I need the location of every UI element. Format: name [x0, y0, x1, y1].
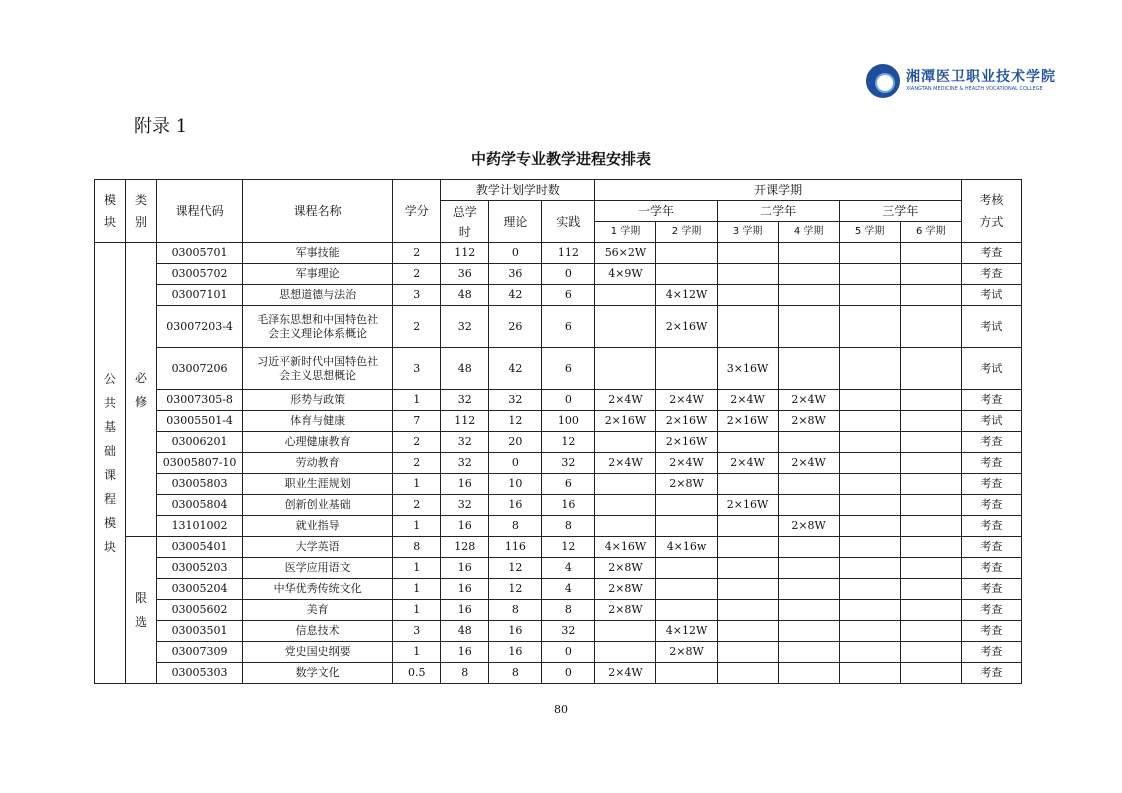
cell-credit: 0.5: [393, 663, 441, 684]
cell-s4: [778, 306, 839, 348]
cell-s6: [900, 663, 961, 684]
appendix-label: 附录 1: [134, 116, 188, 137]
table-row: [95, 432, 1022, 453]
cell-s4: 2×8W: [778, 516, 839, 537]
cell-theory: 16: [489, 642, 542, 663]
cell-s1: [595, 432, 656, 453]
cell-s6: [900, 474, 961, 495]
cell-exam: 考试: [961, 411, 1021, 432]
cell-total: 112: [441, 243, 489, 264]
cell-s4: 2×4W: [778, 453, 839, 474]
cell-practice: 6: [542, 474, 595, 495]
cell-theory: 10: [489, 474, 542, 495]
cell-s2: 2×4W: [656, 453, 717, 474]
cell-s3: 2×4W: [717, 390, 778, 411]
cell-exam: 考查: [961, 579, 1021, 600]
table-row: [95, 411, 1022, 432]
cell-total: 48: [441, 348, 489, 390]
cell-s1: 2×4W: [595, 390, 656, 411]
cell-s3: 2×16W: [717, 411, 778, 432]
cell-theory: 116: [489, 537, 542, 558]
cell-name: 思想道德与法治: [243, 285, 393, 306]
cell-s2: 4×16w: [656, 537, 717, 558]
cell-exam: 考查: [961, 243, 1021, 264]
table-row: [95, 285, 1022, 306]
cell-exam: 考查: [961, 642, 1021, 663]
cell-s1: 2×8W: [595, 558, 656, 579]
cell-s6: [900, 600, 961, 621]
cell-name: 心理健康教育: [243, 432, 393, 453]
cell-credit: 1: [393, 516, 441, 537]
cell-credit: 2: [393, 243, 441, 264]
cell-s6: [900, 411, 961, 432]
cell-s5: [839, 474, 900, 495]
cell-name: 毛泽东思想和中国特色社 会主义理论体系概论: [243, 306, 393, 348]
cell-theory: 0: [489, 453, 542, 474]
header-sem5: 5 学期: [839, 222, 900, 243]
college-emblem-icon: [866, 64, 900, 98]
cell-code: 03005501-4: [157, 411, 243, 432]
cell-theory: 20: [489, 432, 542, 453]
cell-s4: [778, 663, 839, 684]
cell-name: 就业指导: [243, 516, 393, 537]
cell-s5: [839, 621, 900, 642]
cell-practice: 0: [542, 264, 595, 285]
cell-s5: [839, 432, 900, 453]
cell-name: 军事技能: [243, 243, 393, 264]
cell-exam: 考查: [961, 558, 1021, 579]
cell-total: 48: [441, 621, 489, 642]
cell-credit: 2: [393, 453, 441, 474]
cell-theory: 8: [489, 600, 542, 621]
cell-s1: [595, 348, 656, 390]
cell-exam: 考查: [961, 516, 1021, 537]
header-year2: 二学年: [717, 201, 839, 222]
cell-s5: [839, 411, 900, 432]
cell-practice: 0: [542, 663, 595, 684]
cell-theory: 42: [489, 285, 542, 306]
cell-credit: 1: [393, 579, 441, 600]
cell-total: 16: [441, 516, 489, 537]
cell-theory: 12: [489, 411, 542, 432]
cell-credit: 1: [393, 642, 441, 663]
cell-s3: 2×4W: [717, 453, 778, 474]
cell-total: 16: [441, 600, 489, 621]
cell-name: 信息技术: [243, 621, 393, 642]
cell-s5: [839, 243, 900, 264]
cell-s6: [900, 264, 961, 285]
cell-code: 03005203: [157, 558, 243, 579]
cell-practice: 100: [542, 411, 595, 432]
header-name: 课程名称: [243, 180, 393, 243]
cell-s6: [900, 453, 961, 474]
cell-s1: [595, 495, 656, 516]
cell-credit: 3: [393, 285, 441, 306]
cell-theory: 32: [489, 390, 542, 411]
cell-s3: [717, 243, 778, 264]
cell-exam: 考试: [961, 306, 1021, 348]
cell-s2: 2×4W: [656, 390, 717, 411]
cell-s6: [900, 306, 961, 348]
cell-s4: [778, 348, 839, 390]
table-row: [95, 495, 1022, 516]
cell-s6: [900, 642, 961, 663]
cell-s4: [778, 474, 839, 495]
cell-exam: 考查: [961, 600, 1021, 621]
cell-practice: 6: [542, 306, 595, 348]
cell-s4: [778, 537, 839, 558]
header-schedule-group: 开课学期: [595, 180, 961, 201]
header-hours-group: 教学计划学时数: [441, 180, 595, 201]
cell-s2: 2×16W: [656, 432, 717, 453]
cell-s6: [900, 348, 961, 390]
cell-theory: 8: [489, 516, 542, 537]
cell-credit: 3: [393, 348, 441, 390]
cell-total: 32: [441, 453, 489, 474]
table-row: [95, 621, 1022, 642]
cell-s5: [839, 537, 900, 558]
cell-s1: 2×16W: [595, 411, 656, 432]
cell-s5: [839, 264, 900, 285]
cell-theory: 16: [489, 495, 542, 516]
cell-credit: 2: [393, 495, 441, 516]
cell-code: 03005204: [157, 579, 243, 600]
cell-code: 03005602: [157, 600, 243, 621]
cell-s4: [778, 285, 839, 306]
cell-s1: [595, 474, 656, 495]
cell-practice: 12: [542, 432, 595, 453]
header-total: 总学 时: [441, 201, 489, 243]
module-label: 公 共 基 础 课 程 模 块: [95, 243, 126, 684]
cell-s1: [595, 516, 656, 537]
cell-practice: 8: [542, 516, 595, 537]
cell-total: 16: [441, 642, 489, 663]
cell-code: 03007101: [157, 285, 243, 306]
cell-s5: [839, 306, 900, 348]
cell-s2: 4×12W: [656, 285, 717, 306]
header-sem4: 4 学期: [778, 222, 839, 243]
cell-s3: [717, 642, 778, 663]
cell-name: 医学应用语文: [243, 558, 393, 579]
cell-s1: 4×9W: [595, 264, 656, 285]
table-row: [95, 264, 1022, 285]
cell-total: 36: [441, 264, 489, 285]
cell-code: 03007203-4: [157, 306, 243, 348]
cell-theory: 12: [489, 579, 542, 600]
category-required: 必 修: [126, 243, 157, 537]
cell-s2: 2×16W: [656, 411, 717, 432]
cell-s3: 3×16W: [717, 348, 778, 390]
table-row: [95, 348, 1022, 390]
header-code: 课程代码: [157, 180, 243, 243]
cell-name: 体育与健康: [243, 411, 393, 432]
cell-exam: 考查: [961, 390, 1021, 411]
cell-exam: 考查: [961, 453, 1021, 474]
cell-s2: 2×8W: [656, 474, 717, 495]
cell-s1: 4×16W: [595, 537, 656, 558]
header-credit: 学分: [393, 180, 441, 243]
college-name-cn: 湘潭医卫职业技术学院: [906, 69, 1056, 85]
cell-code: 03005702: [157, 264, 243, 285]
cell-code: 03007206: [157, 348, 243, 390]
cell-exam: 考查: [961, 474, 1021, 495]
cell-name: 数学文化: [243, 663, 393, 684]
college-name-en: XIANGTAN MEDICINE & HEALTH VOCATIONAL COLLEGE: [906, 86, 1043, 92]
cell-theory: 36: [489, 264, 542, 285]
cell-s4: [778, 642, 839, 663]
cell-s3: [717, 306, 778, 348]
cell-s5: [839, 516, 900, 537]
cell-credit: 1: [393, 600, 441, 621]
cell-s5: [839, 348, 900, 390]
header-sem2: 2 学期: [656, 222, 717, 243]
cell-credit: 1: [393, 558, 441, 579]
cell-exam: 考查: [961, 495, 1021, 516]
cell-practice: 6: [542, 348, 595, 390]
table-row: [95, 453, 1022, 474]
cell-s4: 2×4W: [778, 390, 839, 411]
cell-exam: 考查: [961, 621, 1021, 642]
cell-s1: [595, 642, 656, 663]
cell-s4: [778, 432, 839, 453]
cell-s3: [717, 516, 778, 537]
table-row: [95, 516, 1022, 537]
table-row: [95, 579, 1022, 600]
table-row: [95, 600, 1022, 621]
cell-total: 32: [441, 306, 489, 348]
cell-s5: [839, 600, 900, 621]
cell-credit: 1: [393, 390, 441, 411]
cell-name: 党史国史纲要: [243, 642, 393, 663]
cell-s1: 2×8W: [595, 579, 656, 600]
cell-s6: [900, 390, 961, 411]
cell-s6: [900, 495, 961, 516]
table-row: [95, 306, 1022, 348]
cell-practice: 112: [542, 243, 595, 264]
header-practice: 实践: [542, 201, 595, 243]
cell-theory: 12: [489, 558, 542, 579]
cell-s6: [900, 516, 961, 537]
cell-name: 创新创业基础: [243, 495, 393, 516]
cell-code: 03006201: [157, 432, 243, 453]
cell-s4: [778, 621, 839, 642]
cell-code: 03005401: [157, 537, 243, 558]
header-category: 类 别: [126, 180, 157, 243]
table-row: [95, 474, 1022, 495]
cell-s5: [839, 453, 900, 474]
cell-theory: 8: [489, 663, 542, 684]
cell-practice: 8: [542, 600, 595, 621]
cell-s3: [717, 285, 778, 306]
table-row: [95, 390, 1022, 411]
cell-credit: 1: [393, 474, 441, 495]
cell-s5: [839, 558, 900, 579]
cell-s6: [900, 621, 961, 642]
cell-exam: 考试: [961, 285, 1021, 306]
cell-s6: [900, 537, 961, 558]
cell-code: 03003501: [157, 621, 243, 642]
cell-s4: 2×8W: [778, 411, 839, 432]
cell-s2: [656, 264, 717, 285]
cell-practice: 12: [542, 537, 595, 558]
cell-code: 03005807-10: [157, 453, 243, 474]
cell-credit: 2: [393, 432, 441, 453]
cell-s2: [656, 663, 717, 684]
cell-s2: [656, 516, 717, 537]
cell-s1: 56×2W: [595, 243, 656, 264]
cell-s6: [900, 579, 961, 600]
cell-code: 03007309: [157, 642, 243, 663]
cell-credit: 8: [393, 537, 441, 558]
cell-name: 美育: [243, 600, 393, 621]
header-exam: 考核 方式: [961, 180, 1021, 243]
cell-s4: [778, 579, 839, 600]
cell-s3: [717, 600, 778, 621]
cell-practice: 4: [542, 558, 595, 579]
cell-s2: [656, 495, 717, 516]
table-row: [95, 558, 1022, 579]
header-theory: 理论: [489, 201, 542, 243]
cell-total: 128: [441, 537, 489, 558]
cell-name: 大学英语: [243, 537, 393, 558]
cell-s3: [717, 537, 778, 558]
cell-s2: [656, 348, 717, 390]
cell-exam: 考查: [961, 663, 1021, 684]
cell-s1: 2×4W: [595, 663, 656, 684]
cell-s5: [839, 579, 900, 600]
cell-s3: [717, 558, 778, 579]
cell-exam: 考查: [961, 537, 1021, 558]
cell-s2: 2×16W: [656, 306, 717, 348]
cell-total: 32: [441, 432, 489, 453]
cell-exam: 考试: [961, 348, 1021, 390]
cell-s2: 4×12W: [656, 621, 717, 642]
cell-theory: 42: [489, 348, 542, 390]
cell-code: 03007305-8: [157, 390, 243, 411]
cell-credit: 2: [393, 306, 441, 348]
cell-s6: [900, 285, 961, 306]
cell-total: 32: [441, 390, 489, 411]
cell-s2: [656, 579, 717, 600]
cell-theory: 26: [489, 306, 542, 348]
cell-s6: [900, 432, 961, 453]
cell-name: 中华优秀传统文化: [243, 579, 393, 600]
cell-practice: 32: [542, 621, 595, 642]
cell-practice: 4: [542, 579, 595, 600]
table-row: [95, 243, 1022, 264]
cell-practice: 0: [542, 642, 595, 663]
cell-s3: 2×16W: [717, 495, 778, 516]
cell-credit: 7: [393, 411, 441, 432]
cell-exam: 考查: [961, 432, 1021, 453]
cell-total: 16: [441, 558, 489, 579]
cell-s3: [717, 264, 778, 285]
cell-credit: 2: [393, 264, 441, 285]
cell-s3: [717, 432, 778, 453]
cell-s4: [778, 495, 839, 516]
cell-s2: [656, 558, 717, 579]
cell-s1: [595, 306, 656, 348]
cell-code: 13101002: [157, 516, 243, 537]
cell-s4: [778, 243, 839, 264]
header-sem6: 6 学期: [900, 222, 961, 243]
cell-s2: [656, 600, 717, 621]
cell-code: 03005701: [157, 243, 243, 264]
cell-s3: [717, 579, 778, 600]
category-elective: 限 选: [126, 537, 157, 684]
cell-total: 48: [441, 285, 489, 306]
cell-s5: [839, 663, 900, 684]
table-row: [95, 663, 1022, 684]
cell-s5: [839, 495, 900, 516]
cell-total: 8: [441, 663, 489, 684]
header-year3: 三学年: [839, 201, 961, 222]
cell-s5: [839, 642, 900, 663]
cell-practice: 0: [542, 390, 595, 411]
cell-total: 112: [441, 411, 489, 432]
college-logo: [866, 64, 1056, 104]
cell-credit: 3: [393, 621, 441, 642]
cell-exam: 考查: [961, 264, 1021, 285]
page-number: 80: [554, 703, 568, 716]
curriculum-table: [94, 179, 1022, 684]
cell-name: 军事理论: [243, 264, 393, 285]
header-sem3: 3 学期: [717, 222, 778, 243]
cell-s1: 2×8W: [595, 600, 656, 621]
header-module: 模 块: [95, 180, 126, 243]
cell-s1: 2×4W: [595, 453, 656, 474]
header-sem1: 1 学期: [595, 222, 656, 243]
cell-name: 劳动教育: [243, 453, 393, 474]
cell-theory: 0: [489, 243, 542, 264]
cell-s2: 2×8W: [656, 642, 717, 663]
cell-name: 形势与政策: [243, 390, 393, 411]
cell-name: 习近平新时代中国特色社 会主义思想概论: [243, 348, 393, 390]
cell-s6: [900, 558, 961, 579]
cell-practice: 16: [542, 495, 595, 516]
cell-total: 16: [441, 474, 489, 495]
cell-practice: 32: [542, 453, 595, 474]
cell-theory: 16: [489, 621, 542, 642]
cell-s5: [839, 285, 900, 306]
header-year1: 一学年: [595, 201, 717, 222]
cell-code: 03005303: [157, 663, 243, 684]
cell-total: 32: [441, 495, 489, 516]
cell-s3: [717, 663, 778, 684]
cell-name: 职业生涯规划: [243, 474, 393, 495]
cell-s2: [656, 243, 717, 264]
cell-practice: 6: [542, 285, 595, 306]
cell-s5: [839, 390, 900, 411]
cell-code: 03005804: [157, 495, 243, 516]
cell-s4: [778, 558, 839, 579]
cell-total: 16: [441, 579, 489, 600]
table-row: [95, 537, 1022, 558]
cell-s6: [900, 243, 961, 264]
cell-s4: [778, 264, 839, 285]
table-row: [95, 642, 1022, 663]
cell-s3: [717, 621, 778, 642]
cell-code: 03005803: [157, 474, 243, 495]
cell-s3: [717, 474, 778, 495]
cell-s4: [778, 600, 839, 621]
cell-s1: [595, 285, 656, 306]
page-title: 中药学专业教学进程安排表: [470, 150, 651, 168]
cell-s1: [595, 621, 656, 642]
